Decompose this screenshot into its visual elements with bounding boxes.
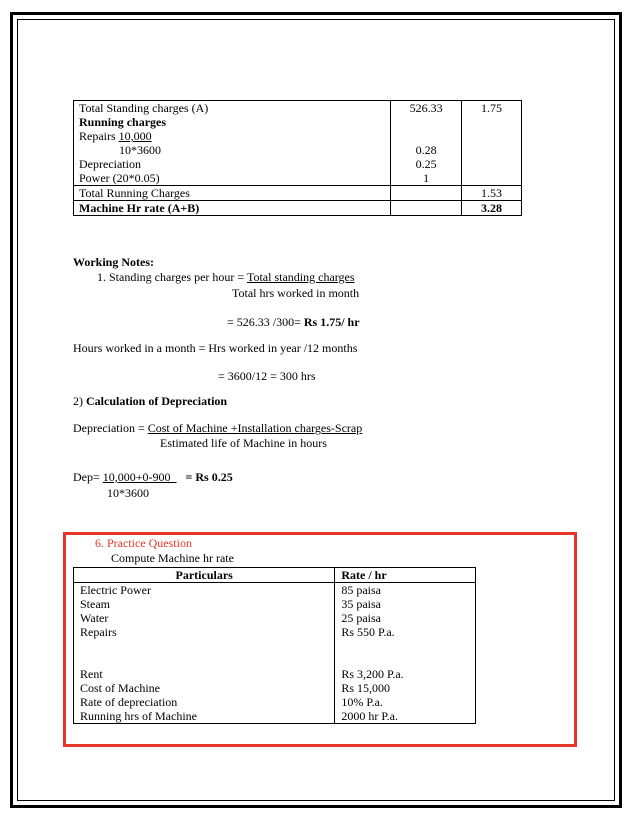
repairs-denominator: 10*3600	[119, 143, 161, 157]
particular-item: Repairs	[80, 625, 117, 639]
practice-rates-table	[73, 567, 476, 724]
rate-item: 85 paisa	[341, 583, 381, 597]
depreciation-formula: Depreciation = Cost of Machine +Installation charges-Scrap	[73, 421, 363, 435]
depreciation-formula-numerator: Cost of Machine +Installation charges-Scrap	[147, 421, 363, 435]
table-header-row	[74, 568, 476, 583]
column-header-rate: Rate / hr	[335, 568, 476, 583]
particular-item: Electric Power	[80, 583, 151, 597]
machine-hr-rate: 3.28	[481, 201, 503, 215]
machine-hr-label: Machine Hr rate (A+B)	[79, 201, 200, 215]
hours-worked-calculation: = 3600/12 = 300 hrs	[218, 369, 316, 383]
particular-item: Rate of depreciation	[80, 695, 178, 709]
working-notes-heading: Working Notes:	[73, 255, 154, 269]
note-1-calculation: = 526.33 /300= Rs 1.75/ hr	[227, 315, 360, 329]
standing-charges-label: Total Standing charges (A)	[79, 101, 209, 115]
table-row	[74, 186, 522, 201]
note-1-denominator: Total hrs worked in month	[232, 286, 360, 300]
practice-question-title: 6. Practice Question	[95, 536, 192, 550]
repairs-value: 0.28	[415, 143, 437, 157]
column-header-particulars: Particulars	[74, 568, 335, 583]
depreciation-formula-denominator: Estimated life of Machine in hours	[160, 436, 327, 450]
standing-charges-rate: 1.75	[481, 101, 503, 115]
rate-item: 10% P.a.	[341, 695, 383, 709]
depreciation-calculation: Dep= 10,000+0-900 = Rs 0.25	[73, 470, 233, 484]
machine-hour-rate-table	[73, 100, 522, 216]
power-label: Power (20*0.05)	[79, 171, 160, 185]
total-running-label: Total Running Charges	[74, 186, 391, 201]
repairs-numerator: 10,000	[118, 129, 152, 143]
depreciation-calc-result: = Rs 0.25	[185, 470, 233, 484]
table-row	[74, 101, 522, 186]
rate-item: Rs 15,000	[341, 681, 391, 695]
particular-item: Cost of Machine	[80, 681, 160, 695]
particular-item: Water	[80, 611, 109, 625]
total-running-rate: 1.53	[462, 186, 522, 201]
particular-item: Steam	[80, 597, 110, 611]
table-row	[74, 583, 476, 724]
depreciation-calc-denominator: 10*3600	[107, 486, 149, 500]
rate-item: 35 paisa	[341, 597, 381, 611]
note-2-heading: 2) Calculation of Depreciation	[73, 394, 228, 408]
rate-item: Rs 3,200 P.a.	[341, 667, 404, 681]
rate-item: 2000 hr P.a.	[341, 709, 398, 723]
depreciation-label: Depreciation	[79, 157, 141, 171]
table-row	[74, 201, 522, 216]
note-1-numerator: Total standing charges	[246, 270, 355, 284]
power-value: 1	[423, 171, 430, 185]
rate-item: 25 paisa	[341, 611, 381, 625]
depreciation-value: 0.25	[415, 157, 437, 171]
particular-item: Rent	[80, 667, 103, 681]
standing-charges-value: 526.33	[409, 101, 443, 115]
hours-worked-line: Hours worked in a month = Hrs worked in year /12 months	[73, 341, 358, 355]
running-charges-heading: Running charges	[79, 115, 167, 129]
repairs-line: Repairs 10,000	[79, 129, 152, 143]
depreciation-calc-numerator: 10,000+0-900	[102, 470, 177, 484]
particular-item: Running hrs of Machine	[80, 709, 197, 723]
note-1: 1. Standing charges per hour = Total standing charges	[97, 270, 355, 284]
rate-item: Rs 550 P.a.	[341, 625, 395, 639]
practice-question-subtitle: Compute Machine hr rate	[111, 551, 234, 565]
